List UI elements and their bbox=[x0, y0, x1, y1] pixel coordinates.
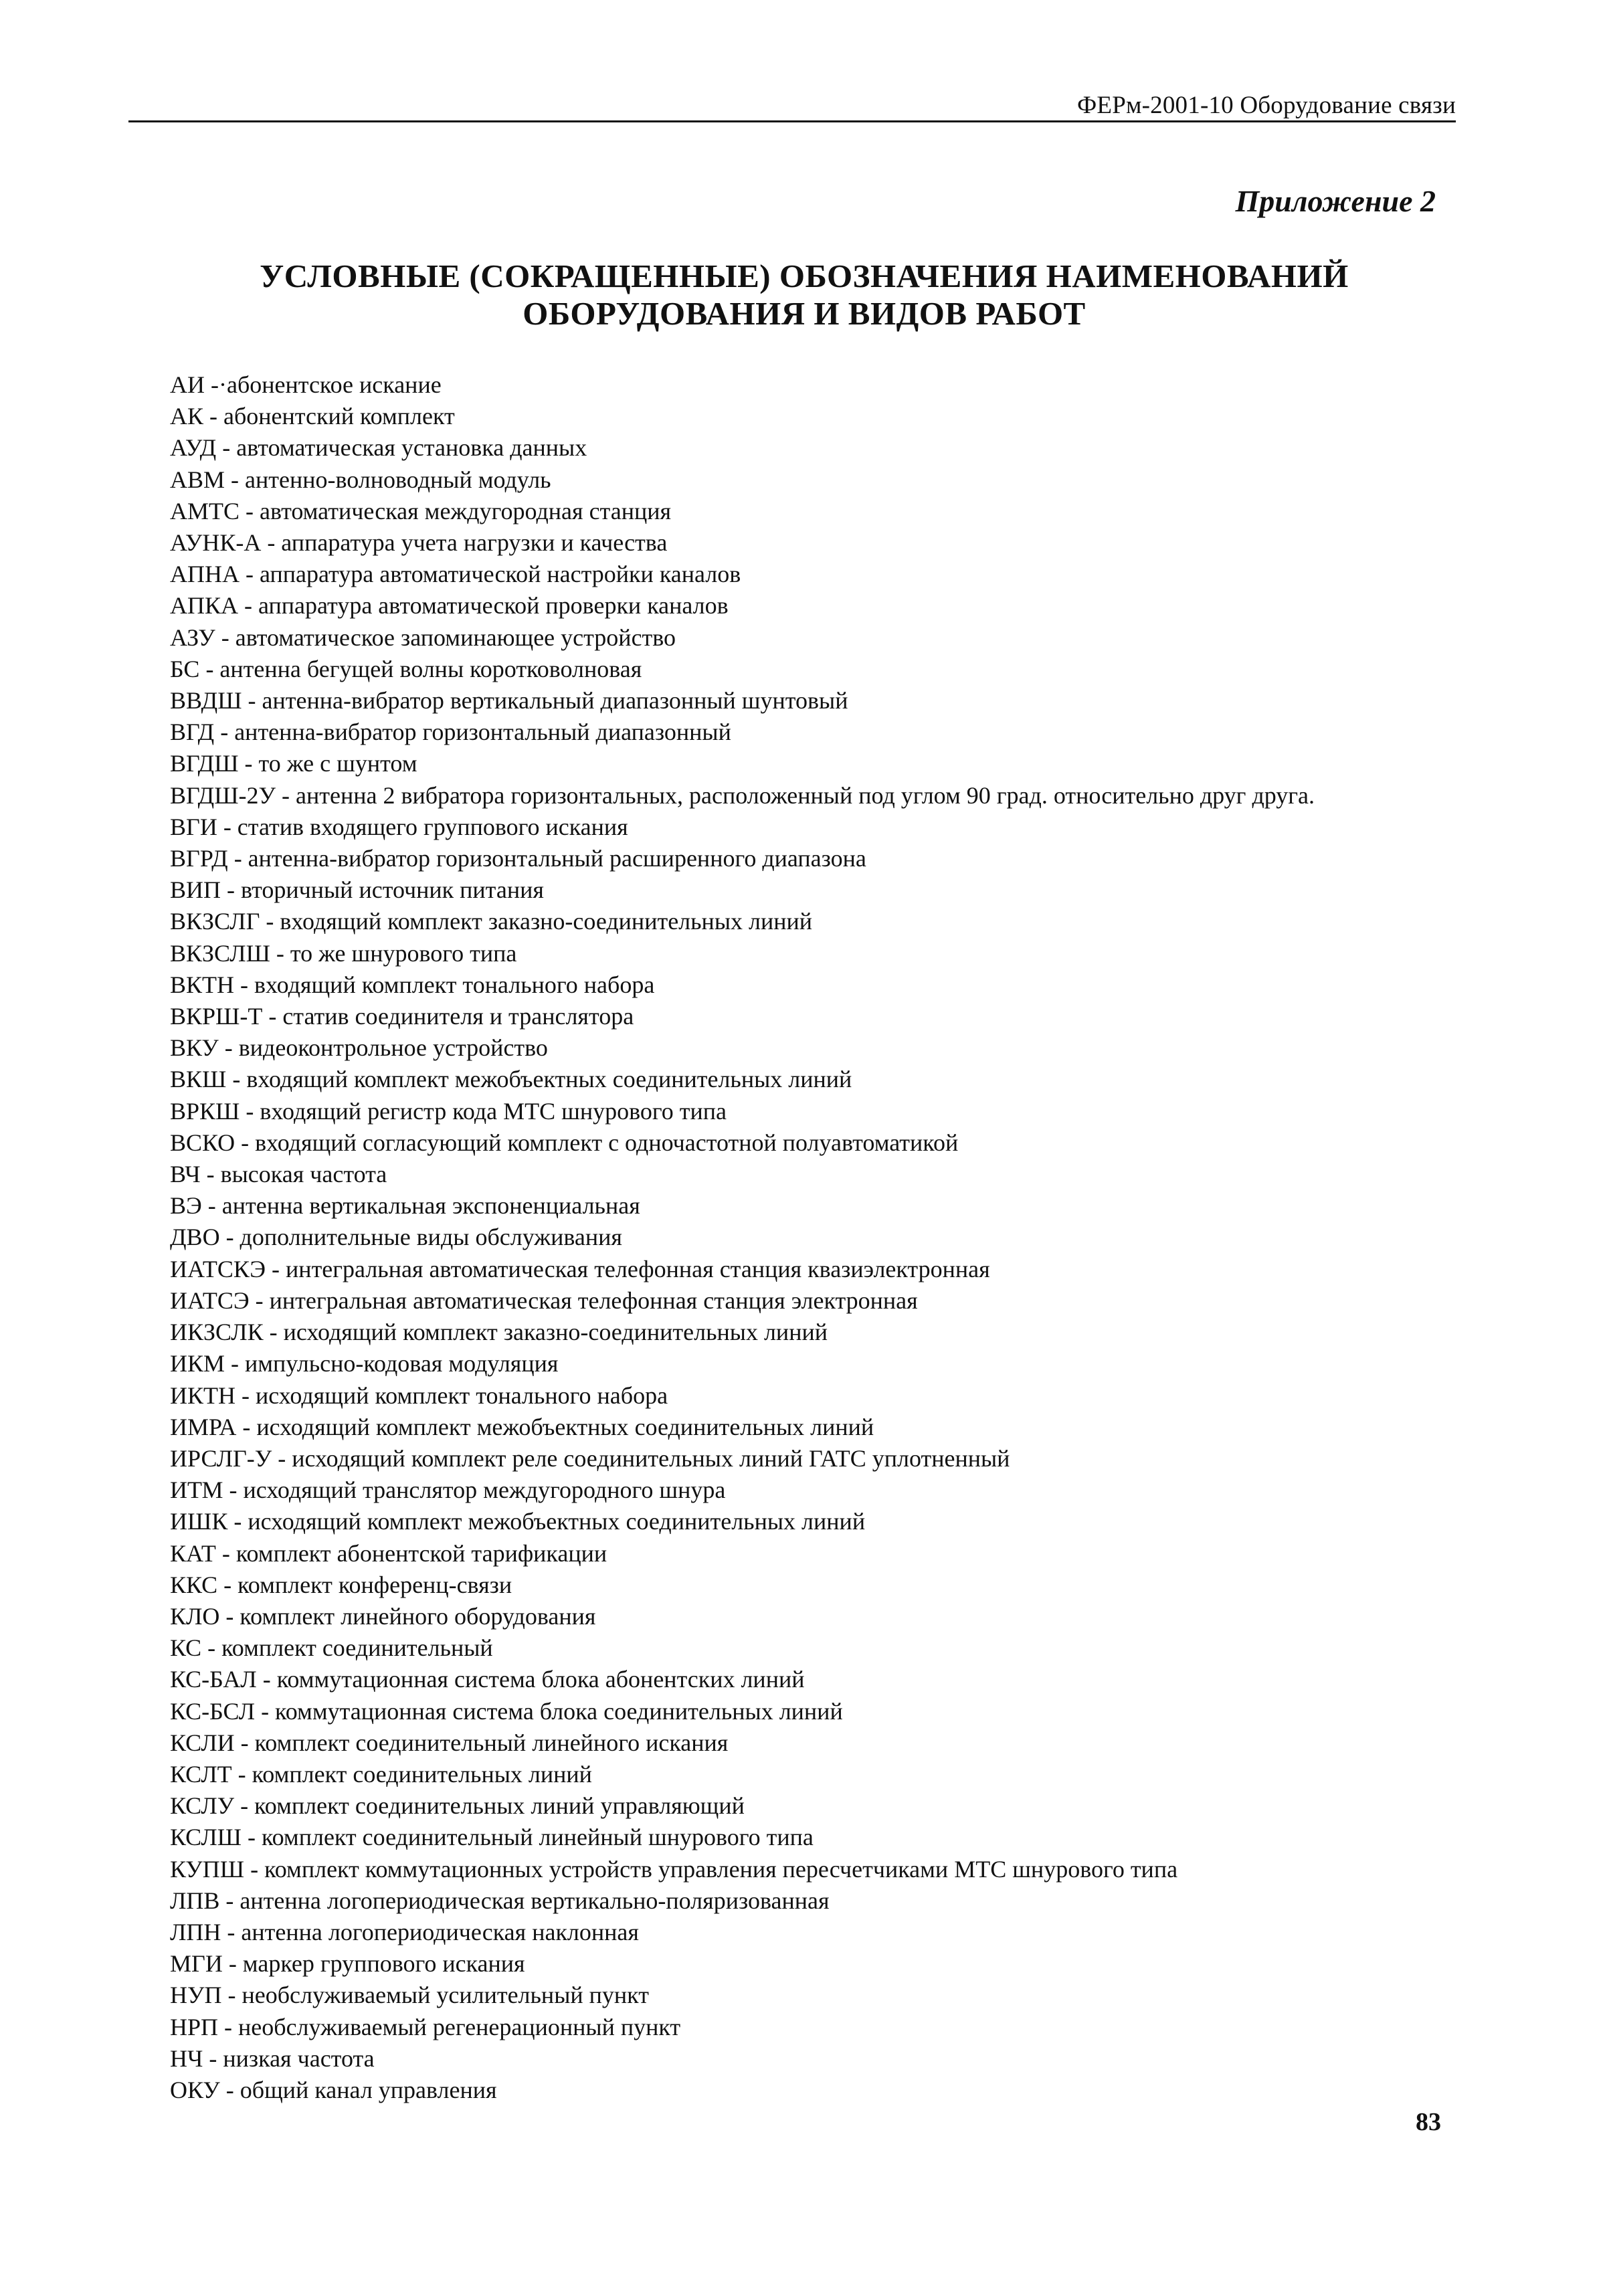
list-item: КСЛИ - комплект соединительный линейного искания bbox=[170, 1729, 729, 1756]
list-item: АПНА - аппаратура автоматической настройки каналов bbox=[170, 561, 741, 588]
list-item: НУП - необслуживаемый усилительный пункт bbox=[170, 1982, 649, 2009]
list-item: ВГДШ - то же с шунтом bbox=[170, 750, 417, 777]
list-item: КСЛТ - комплект соединительных линий bbox=[170, 1760, 592, 1788]
list-item: ВКЗСЛШ - то же шнурового типа bbox=[170, 939, 517, 967]
list-item: АПКА - аппаратура автоматической проверки каналов bbox=[170, 592, 729, 619]
list-item: ВКРШ-Т - статив соединителя и транслятора bbox=[170, 1003, 634, 1030]
list-item: АМТС - автоматическая междугородная станция bbox=[170, 497, 672, 524]
list-item: КСЛШ - комплект соединительный линейный шнурового типа bbox=[170, 1824, 814, 1851]
running-header: ФЕРм-2001-10 Оборудование связи bbox=[1077, 92, 1456, 119]
list-item: ИКМ - импульсно-кодовая модуляция bbox=[170, 1350, 559, 1377]
list-item: НЧ - низкая частота bbox=[170, 2044, 375, 2072]
list-item: ВГДШ-2У - антенна 2 вибратора горизонтальных, расположенный под углом 90 град. относительно друг друга. bbox=[170, 781, 1315, 809]
list-item: КСЛУ - комплект соединительных линий управляющий bbox=[170, 1792, 745, 1820]
abbreviation-list bbox=[128, 369, 1440, 2106]
list-item: АЗУ - автоматическое запоминающее устройство bbox=[170, 624, 676, 651]
list-item: ИШК - исходящий комплект межобъектных соединительных линий bbox=[170, 1508, 866, 1535]
list-item: ВИП - вторичный источник питания bbox=[170, 876, 544, 904]
list-item: КС-БСЛ - коммутационная система блока соединительных линий bbox=[170, 1697, 843, 1725]
list-item: ИАТСКЭ - интегральная автоматическая телефонная станция квазиэлектронная bbox=[170, 1255, 990, 1282]
list-item: АИ -·абонентское искание bbox=[170, 371, 442, 398]
list-item: ВВДШ - антенна-вибратор вертикальный диапазонный шунтовый bbox=[170, 687, 848, 714]
page-number: 83 bbox=[1416, 2108, 1441, 2136]
list-item: ВСКО - входящий согласующий комплект с одночастотной полуавтоматикой bbox=[170, 1129, 959, 1156]
list-item: ЛПВ - антенна логопериодическая вертикально-поляризованная bbox=[170, 1887, 830, 1914]
list-item: ИКЗСЛК - исходящий комплект заказно-соединительных линий bbox=[170, 1319, 828, 1346]
list-item: КС - комплект соединительный bbox=[170, 1634, 493, 1662]
list-item: КЛО - комплект линейного оборудования bbox=[170, 1602, 596, 1630]
list-item: ККС - комплект конференц-связи bbox=[170, 1571, 512, 1598]
list-item: ИТМ - исходящий транслятор междугородного шнура bbox=[170, 1476, 726, 1504]
list-item: ВКУ - видеоконтрольное устройство bbox=[170, 1034, 548, 1062]
list-item: ЛПН - антенна логопериодическая наклонная bbox=[170, 1918, 639, 1945]
list-item: ИМРА - исходящий комплект межобъектных соединительных линий bbox=[170, 1413, 874, 1440]
list-item: ВКШ - входящий комплект межобъектных соединительных линий bbox=[170, 1066, 852, 1093]
page-title bbox=[128, 258, 1480, 332]
list-item: ВЧ - высокая частота bbox=[170, 1161, 387, 1188]
list-item: НРП - необслуживаемый регенерационный пункт bbox=[170, 2013, 681, 2040]
list-item: МГИ - маркер группового искания bbox=[170, 1950, 525, 1978]
list-item: ВЭ - антенна вертикальная экспоненциальная bbox=[170, 1192, 640, 1220]
list-item: ОКУ - общий канал управления bbox=[170, 2076, 497, 2103]
list-item: ВГИ - статив входящего группового искания bbox=[170, 813, 628, 840]
list-item: АУД - автоматическая установка данных bbox=[170, 434, 587, 462]
list-item: ДВО - дополнительные виды обслуживания bbox=[170, 1224, 622, 1251]
header-divider bbox=[128, 120, 1456, 122]
list-item: ВКЗСЛГ - входящий комплект заказно-соединительных линий bbox=[170, 908, 813, 935]
list-item: БС - антенна бегущей волны коротковолновая bbox=[170, 655, 642, 682]
list-item: КУПШ - комплект коммутационных устройств управления пересчетчиками МТС шнурового типа bbox=[170, 1855, 1178, 1883]
list-item: ВРКШ - входящий регистр кода МТС шнурового типа bbox=[170, 1097, 727, 1125]
list-item: АУНК-А - аппаратура учета нагрузки и качества bbox=[170, 529, 668, 557]
list-item: ВГРД - антенна-вибратор горизонтальный расширенного диапазона bbox=[170, 845, 866, 872]
list-item: АК - абонентский комплект bbox=[170, 403, 455, 430]
list-item: ИРСЛГ-У - исходящий комплект реле соединительных линий ГАТС уплотненный bbox=[170, 1444, 1010, 1472]
title-line-2: ОБОРУДОВАНИЯ И ВИДОВ РАБОТ bbox=[523, 295, 1086, 332]
list-item: КАТ - комплект абонентской тарификации bbox=[170, 1539, 607, 1567]
appendix-label: Приложение 2 bbox=[1235, 184, 1436, 218]
title-line-1: УСЛОВНЫЕ (СОКРАЩЕННЫЕ) ОБОЗНАЧЕНИЯ НАИМЕНОВАНИЙ bbox=[260, 258, 1349, 294]
list-item: АВМ - антенно-волноводный модуль bbox=[170, 466, 551, 493]
list-item: ИКТН - исходящий комплект тонального набора bbox=[170, 1381, 668, 1409]
list-item: ИАТСЭ - интегральная автоматическая телефонная станция электронная bbox=[170, 1286, 918, 1314]
list-item: ВКТН - входящий комплект тонального набора bbox=[170, 971, 655, 998]
list-item: ВГД - антенна-вибратор горизонтальный диапазонный bbox=[170, 719, 731, 746]
list-item: КС-БАЛ - коммутационная система блока абонентских линий bbox=[170, 1666, 805, 1693]
